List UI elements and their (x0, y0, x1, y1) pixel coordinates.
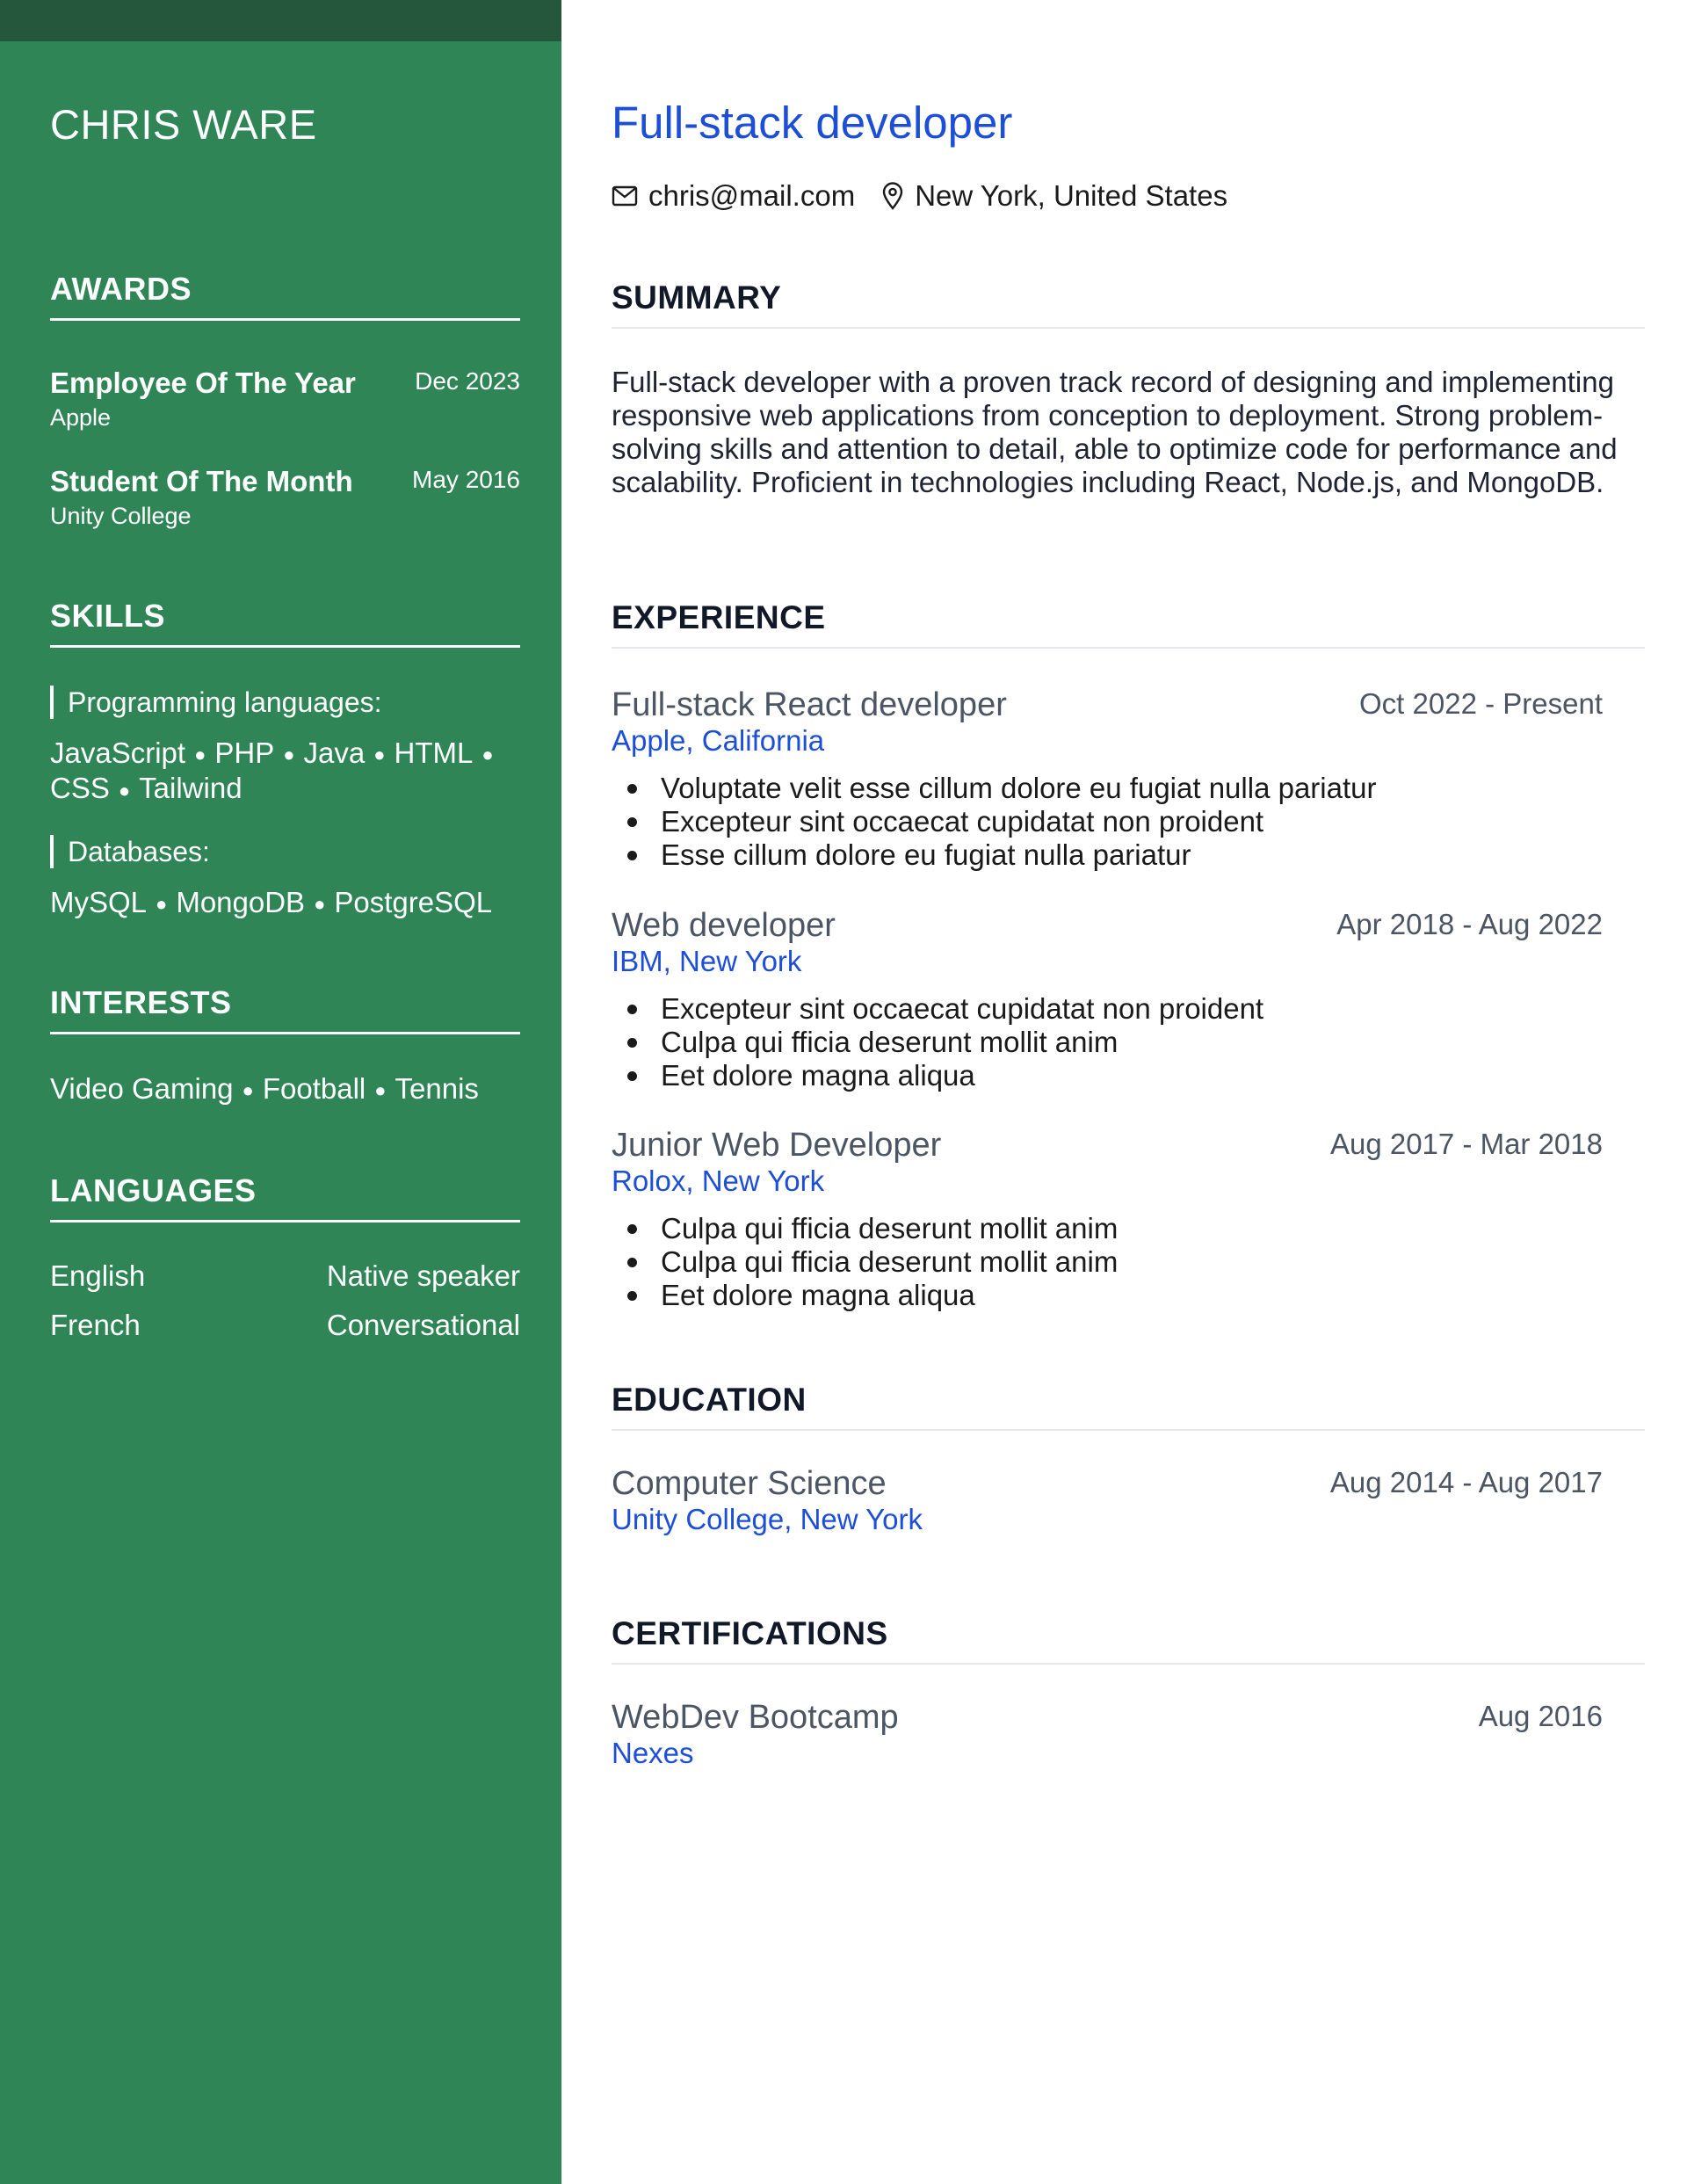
bullet-item: Excepteur sint occaecat cupidatat non proident (612, 992, 1603, 1026)
role-title: Full-stack developer (612, 98, 1013, 148)
award-item (50, 464, 520, 531)
interest-item: Football (262, 1072, 366, 1105)
interest-item: Tennis (395, 1072, 479, 1105)
job-company: Apple, California (612, 724, 825, 757)
location-contact (881, 179, 1227, 213)
education-entry (612, 1464, 1603, 1536)
job-dates: Oct 2022 - Present (1359, 687, 1603, 720)
language-row (50, 1259, 520, 1294)
job-dates: Apr 2018 - Aug 2022 (1336, 908, 1603, 940)
award-title: Student Of The Month (50, 465, 353, 497)
separator-dot: ● (374, 1079, 387, 1102)
contact-line (612, 179, 1254, 213)
language-level: Conversational (326, 1309, 520, 1341)
school-name: Unity College, New York (612, 1503, 923, 1535)
experience-heading: EXPERIENCE (612, 598, 1645, 649)
location-text: New York, United States (915, 179, 1228, 212)
languages-heading: LANGUAGES (50, 1171, 520, 1223)
award-org: Unity College (50, 503, 192, 529)
bullet-item: Culpa qui fficia deserunt mollit anim (612, 1026, 1603, 1059)
experience-entry (612, 906, 1603, 1092)
award-date: May 2016 (412, 466, 520, 493)
bullet-item: Eet dolore magna aliqua (612, 1059, 1603, 1092)
bullet-item: Culpa qui fficia deserunt mollit anim (612, 1212, 1603, 1245)
skill-list (50, 736, 520, 808)
job-bullets (612, 992, 1603, 1092)
certification-date: Aug 2016 (1478, 1700, 1603, 1732)
language-name: English (50, 1259, 146, 1292)
language-name: French (50, 1309, 141, 1341)
language-level: Native speaker (326, 1259, 520, 1292)
degree-title: Computer Science (612, 1465, 887, 1502)
map-pin-icon (881, 182, 904, 210)
language-row (50, 1308, 520, 1343)
job-company: IBM, New York (612, 945, 802, 977)
job-title: Junior Web Developer (612, 1127, 942, 1164)
bullet-item: Eet dolore magna aliqua (612, 1279, 1603, 1312)
bullet-item: Voluptate velit esse cillum dolore eu fugiat nulla pariatur (612, 772, 1603, 805)
separator-dot: ● (194, 744, 206, 766)
separator-dot: ● (314, 893, 326, 916)
skills-heading: SKILLS (50, 596, 520, 648)
candidate-name: CHRIS WARE (50, 101, 317, 148)
separator-dot: ● (283, 744, 295, 766)
sidebar (0, 0, 561, 2184)
separator-dot: ● (373, 744, 386, 766)
bullet-item: Esse cillum dolore eu fugiat nulla pariatur (612, 838, 1603, 872)
separator-dot: ● (242, 1079, 254, 1102)
education-dates: Aug 2014 - Aug 2017 (1329, 1466, 1603, 1498)
interests-heading: INTERESTS (50, 983, 520, 1034)
interests-list (50, 1072, 520, 1107)
bullet-item: Excepteur sint occaecat cupidatat non proident (612, 805, 1603, 838)
award-date: Dec 2023 (415, 367, 520, 395)
skill-category-label: Databases: (50, 835, 210, 868)
certification-title: WebDev Bootcamp (612, 1699, 899, 1736)
skill-item: Java (303, 736, 366, 769)
skill-item: JavaScript (50, 736, 186, 769)
award-org: Apple (50, 404, 112, 431)
experience-entry (612, 1126, 1603, 1312)
certifications-heading: CERTIFICATIONS (612, 1614, 1645, 1665)
skill-item: HTML (394, 736, 474, 769)
skill-item: MySQL (50, 886, 148, 918)
award-title: Employee Of The Year (50, 366, 356, 399)
skill-category-label: Programming languages: (50, 686, 382, 719)
certification-entry (612, 1698, 1603, 1770)
awards-heading: AWARDS (50, 269, 520, 321)
award-item (50, 366, 520, 432)
email-text: chris@mail.com (648, 179, 856, 212)
skill-item: PHP (214, 736, 275, 769)
job-bullets (612, 1212, 1603, 1312)
summary-text: Full-stack developer with a proven track record of designing and implementing responsive web applications from conception to deployment. Strong problem-solving skills and attention to detail, able to optimize code for performance and scalability. Proficient in technologies including React, Node.js, and MongoDB. (612, 366, 1618, 498)
interest-item: Video Gaming (50, 1072, 234, 1105)
sidebar-top-bar (0, 0, 561, 41)
mail-icon (612, 185, 638, 207)
education-heading: EDUCATION (612, 1380, 1645, 1431)
job-title: Full-stack React developer (612, 686, 1007, 723)
separator-dot: ● (118, 779, 131, 802)
email-contact[interactable] (612, 179, 855, 213)
certification-issuer: Nexes (612, 1737, 694, 1769)
skill-item: PostgreSQL (334, 886, 493, 918)
skill-list (50, 886, 520, 921)
job-company: Rolox, New York (612, 1165, 825, 1197)
separator-dot: ● (481, 744, 494, 766)
summary-heading: SUMMARY (612, 278, 1645, 329)
separator-dot: ● (156, 893, 168, 916)
job-bullets (612, 772, 1603, 872)
skill-item: Tailwind (139, 772, 243, 805)
skill-item: CSS (50, 772, 110, 805)
skill-item: MongoDB (176, 886, 306, 918)
experience-entry (612, 686, 1603, 872)
job-title: Web developer (612, 907, 836, 944)
job-dates: Aug 2017 - Mar 2018 (1329, 1128, 1603, 1160)
bullet-item: Culpa qui fficia deserunt mollit anim (612, 1245, 1603, 1279)
